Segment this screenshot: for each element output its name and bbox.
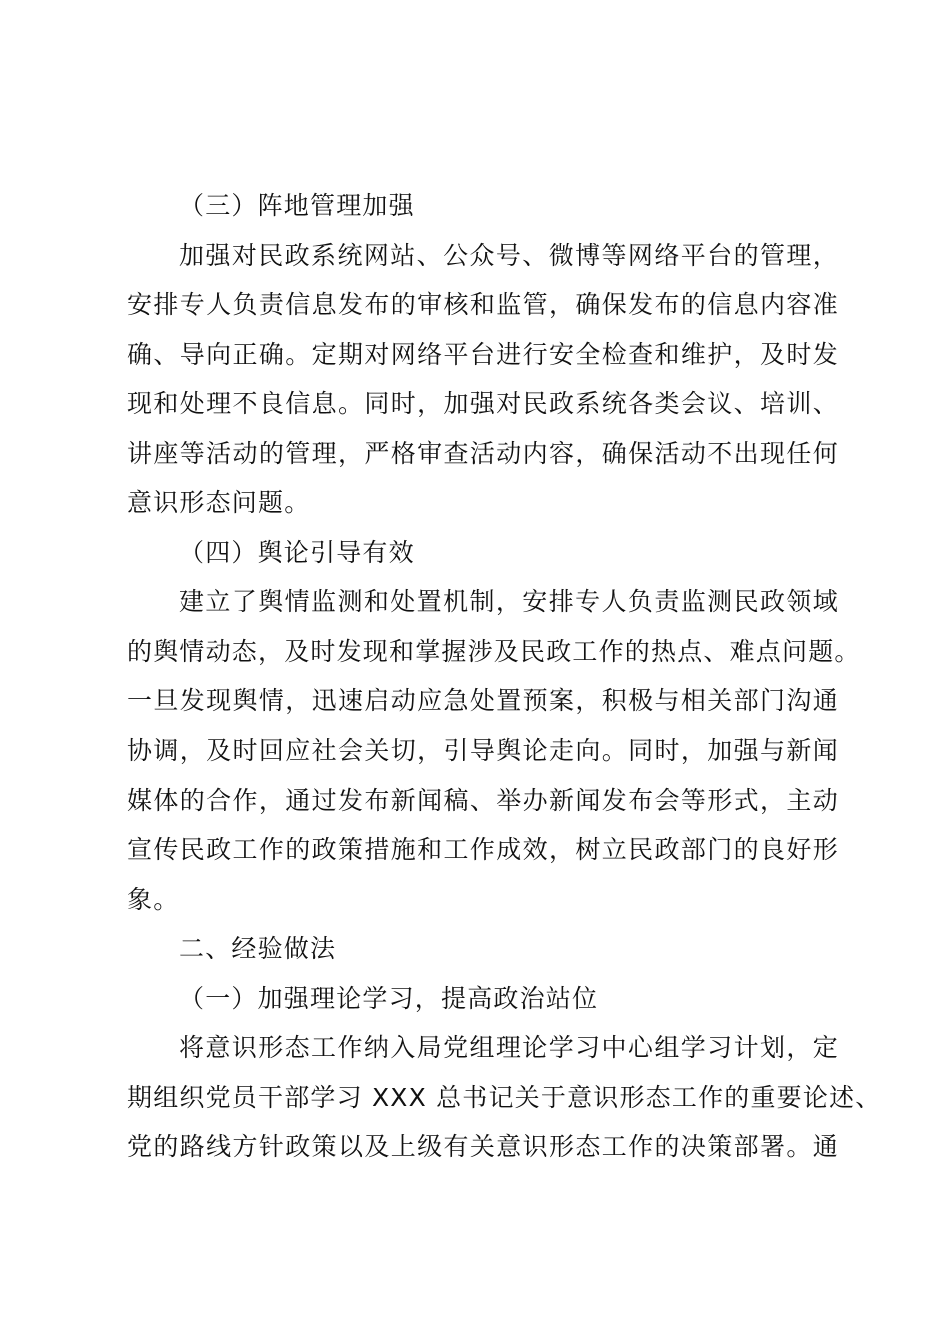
paragraph-line: 加强对民政系统网站、公众号、微博等网络平台的管理， xyxy=(179,241,839,270)
heading-public-opinion-guidance: （四）舆论引导有效 xyxy=(179,538,415,567)
section-heading-experience: 二、经验做法 xyxy=(179,934,337,963)
paragraph-line: 现和处理不良信息。同时，加强对民政系统各类会议、培训、 xyxy=(127,389,839,418)
paragraph-line: 的舆情动态，及时发现和掌握涉及民政工作的热点、难点问题。 xyxy=(127,637,861,666)
paragraph-line: 宣传民政工作的政策措施和工作成效，树立民政部门的良好形 xyxy=(127,835,839,864)
heading-theory-study: （一）加强理论学习，提高政治站位 xyxy=(179,984,599,1013)
paragraph-line: 协调，及时回应社会关切，引导舆论走向。同时，加强与新闻 xyxy=(127,736,839,765)
paragraph-line: 党的路线方针政策以及上级有关意识形态工作的决策部署。通 xyxy=(127,1132,839,1161)
paragraph-line: 意识形态问题。 xyxy=(127,488,311,517)
paragraph-line: 讲座等活动的管理，严格审查活动内容，确保活动不出现任何 xyxy=(127,439,839,468)
paragraph-line: 象。 xyxy=(127,885,180,914)
paragraph-line: 确、导向正确。定期对网络平台进行安全检查和维护，及时发 xyxy=(127,340,839,369)
paragraph-line: 安排专人负责信息发布的审核和监管，确保发布的信息内容准 xyxy=(127,290,839,319)
heading-positions-management: （三）阵地管理加强 xyxy=(179,191,415,220)
paragraph-line: 将意识形态工作纳入局党组理论学习中心组学习计划，定 xyxy=(179,1033,839,1062)
paragraph-line: 媒体的合作，通过发布新闻稿、举办新闻发布会等形式，主动 xyxy=(127,786,839,815)
paragraph-line: 一旦发现舆情，迅速启动应急处置预案，积极与相关部门沟通 xyxy=(127,686,839,715)
paragraph-line: 建立了舆情监测和处置机制，安排专人负责监测民政领域 xyxy=(179,587,839,616)
paragraph-line: 期组织党员干部学习 XXX 总书记关于意识形态工作的重要论述、 xyxy=(127,1083,882,1112)
